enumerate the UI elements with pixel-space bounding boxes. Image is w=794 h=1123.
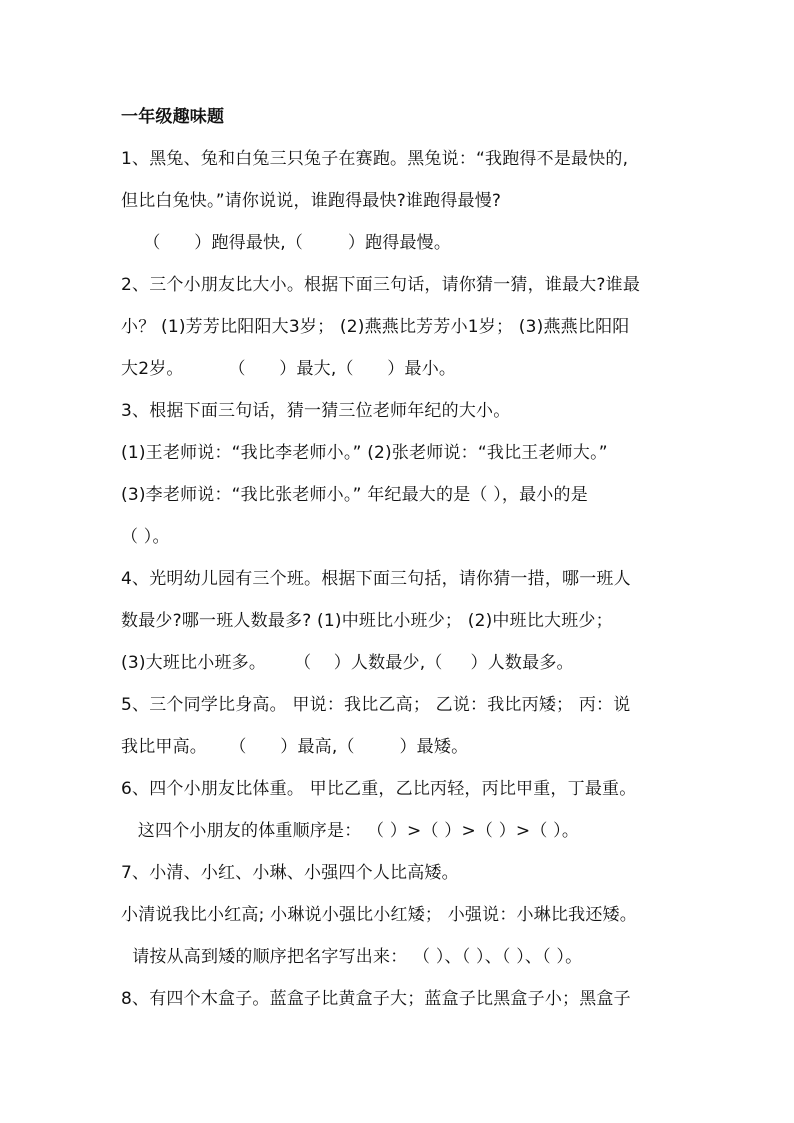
question-5-answer-line: 我比甲高。 （ ）最高,（ ）最矮。 (121, 737, 469, 757)
question-4-line-1: 4、光明幼儿园有三个班。根据下面三句括，请你猜一措，哪一班人 (121, 569, 631, 589)
question-2-answer-line: 大2岁。 （ ）最大,（ ）最小。 (121, 359, 457, 379)
question-2-line-2: 小？ (1)芳芳比阳阳大3岁； (2)燕燕比芳芳小1岁； (3)燕燕比阳阳 (121, 317, 630, 337)
question-5-line-1: 5、三个同学比身高。 甲说：我比乙高； 乙说：我比丙矮； 丙：说 (121, 695, 631, 715)
question-6-answer-line: 这四个小朋友的体重顺序是： （ ）>（ ）>（ ）>（ ）。 (121, 821, 580, 841)
question-7-line-1: 7、小清、小红、小琳、小强四个人比高矮。 (121, 863, 459, 883)
question-6-line-1: 6、四个小朋友比体重。 甲比乙重，乙比丙轻，丙比甲重，丁最重。 (121, 779, 637, 799)
question-3-line-1: 3、根据下面三句话，猜一猜三位老师年纪的大小。 (121, 401, 511, 421)
question-1-line-2: 但比白兔快。”请你说说，谁跑得最快?谁跑得最慢? (121, 191, 502, 211)
question-4-line-2: 数最少?哪一班人数最多? (1)中班比小班少； (2)中班比大班少； (121, 611, 613, 631)
question-4-answer-line: (3)大班比小班多。 （ ）人数最少,（ ）人数最多。 (121, 653, 574, 673)
question-1-answer-line: （ ）跑得最快,（ ）跑得最慢。 (121, 233, 452, 253)
question-7-line-2: 小清说我比小红高; 小琳说小强比小红矮； 小强说：小琳比我还矮。 (121, 905, 637, 925)
question-2-line-1: 2、三个小朋友比大小。根据下面三句话，请你猜一猜，谁最大?谁最 (121, 275, 641, 295)
question-3-line-2: (1)王老师说：“我比李老师小。” (2)张老师说：“我比王老师大。” (121, 443, 608, 463)
question-1-line-1: 1、黑兔、兔和白兔三只兔子在赛跑。黑兔说：“我跑得不是最快的, (121, 149, 629, 169)
document-title: 一年级趣味题 (121, 107, 225, 127)
question-3-line-3: (3)李老师说：“我比张老师小。” 年纪最大的是（ ），最小的是 (121, 485, 588, 505)
question-7-answer-line: 请按从高到矮的顺序把名字写出来： （ ）、（ ）、（ ）、（ ）。 (121, 947, 583, 967)
question-8-line-1: 8、有四个木盒子。蓝盒子比黄盒子大；蓝盒子比黑盒子小；黑盒子 (121, 989, 631, 1009)
question-3-line-4: （ ）。 (121, 527, 170, 547)
